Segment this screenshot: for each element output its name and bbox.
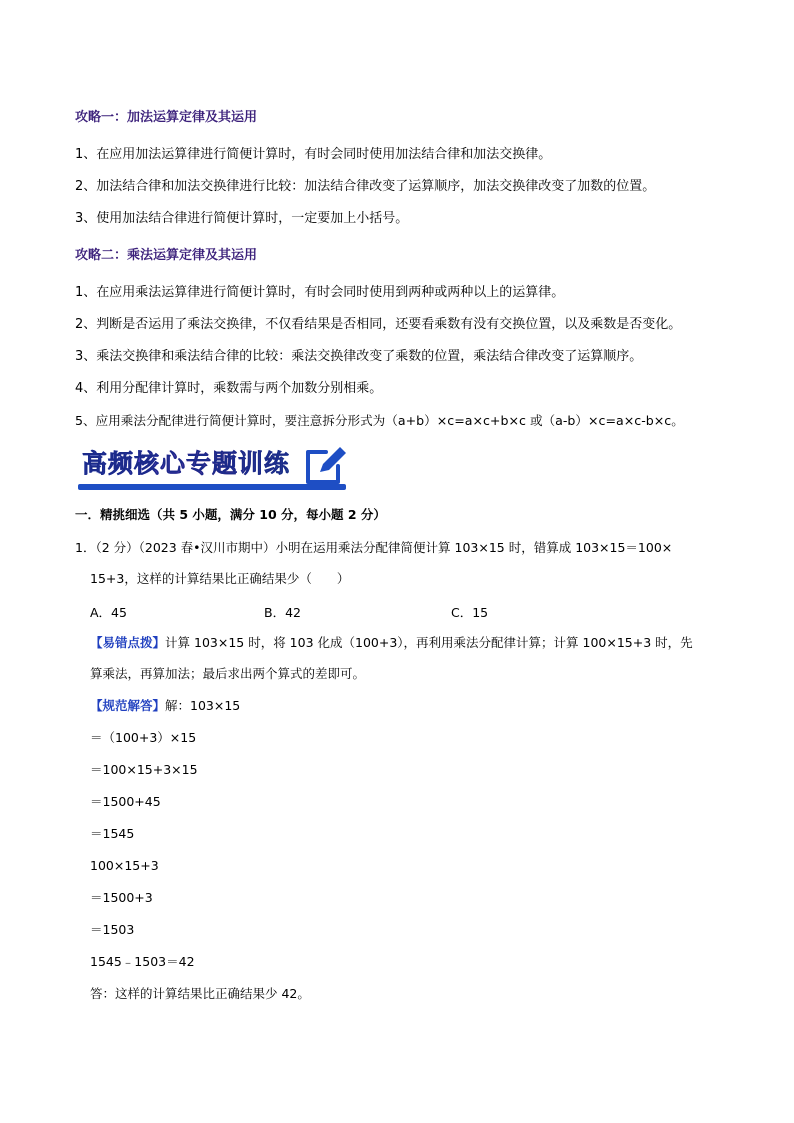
question1-option-b: B．42 xyxy=(264,605,301,620)
question1-line2: 15+3，这样的计算结果比正确结果少（ ） xyxy=(90,571,350,586)
strategy1-item-1: 1、在应用加法运算律进行简便计算时，有时会同时使用加法结合律和加法交换律。 xyxy=(75,147,552,162)
question1-solution-line xyxy=(90,698,240,714)
question1-tip-line2: 算乘法，再算加法；最后求出两个算式的差即可。 xyxy=(90,666,366,681)
strategy1-title: 攻略一：加法运算定律及其运用 xyxy=(75,110,258,125)
solution-step-8: 1545﹣1503＝42 xyxy=(90,954,195,969)
section1-title: 一．精挑细选（共 5 小题，满分 10 分，每小题 2 分） xyxy=(75,507,386,522)
solution-step-4: ＝1545 xyxy=(90,826,135,841)
strategy2-item-4: 4、利用分配律计算时，乘数需与两个加数分别相乘。 xyxy=(75,381,383,396)
solution-step-6: ＝1500+3 xyxy=(90,890,153,905)
solution-step-5: 100×15+3 xyxy=(90,858,159,873)
question1-tip-line1 xyxy=(90,635,693,651)
banner-title: 高频核心专题训练 xyxy=(82,444,290,480)
solution-answer: 答：这样的计算结果比正确结果少 42。 xyxy=(90,986,310,1001)
solution-step-2: ＝100×15+3×15 xyxy=(90,762,198,777)
strategy2-item-2: 2、判断是否运用了乘法交换律，不仅看结果是否相同，还要看乘数有没有交换位置，以及乘数是否变化。 xyxy=(75,317,682,332)
strategy1-item-2: 2、加法结合律和加法交换律进行比较：加法结合律改变了运算顺序，加法交换律改变了加数的位置。 xyxy=(75,179,656,194)
pencil-edit-icon xyxy=(302,442,348,488)
strategy2-title: 攻略二：乘法运算定律及其运用 xyxy=(75,248,258,263)
solution-step-3: ＝1500+45 xyxy=(90,794,161,809)
question1-option-c: C．15 xyxy=(451,605,489,620)
solution-step-7: ＝1503 xyxy=(90,922,135,937)
strategy1-item-3: 3、使用加法结合律进行简便计算时，一定要加上小括号。 xyxy=(75,211,409,226)
tip-text: 计算 103×15 时，将 103 化成（100+3），再利用乘法分配律计算；计算 100×15+3 时，先 xyxy=(165,635,693,650)
solution-label: 【规范解答】 xyxy=(90,698,166,713)
strategy2-item-3: 3、乘法交换律和乘法结合律的比较：乘法交换律改变了乘数的位置，乘法结合律改变了运算顺序。 xyxy=(75,349,643,364)
solution-first: 解：103×15 xyxy=(165,698,241,713)
tip-label: 【易错点拨】 xyxy=(90,635,166,650)
question1-option-a: A．45 xyxy=(90,605,127,620)
strategy2-item-5: 5、应用乘法分配律进行简便计算时，要注意拆分形式为（a+b）×c=a×c+b×c 或（a-b）×c=a×c-b×c。 xyxy=(75,413,684,428)
strategy2-item-1: 1、在应用乘法运算律进行简便计算时，有时会同时使用到两种或两种以上的运算律。 xyxy=(75,285,565,300)
solution-step-1: ＝（100+3）×15 xyxy=(90,730,197,745)
question1-line1: 1．（2 分）（2023 春•汉川市期中）小明在运用乘法分配律简便计算 103×15 时，错算成 103×15＝100× xyxy=(75,540,673,555)
training-banner xyxy=(78,438,354,494)
